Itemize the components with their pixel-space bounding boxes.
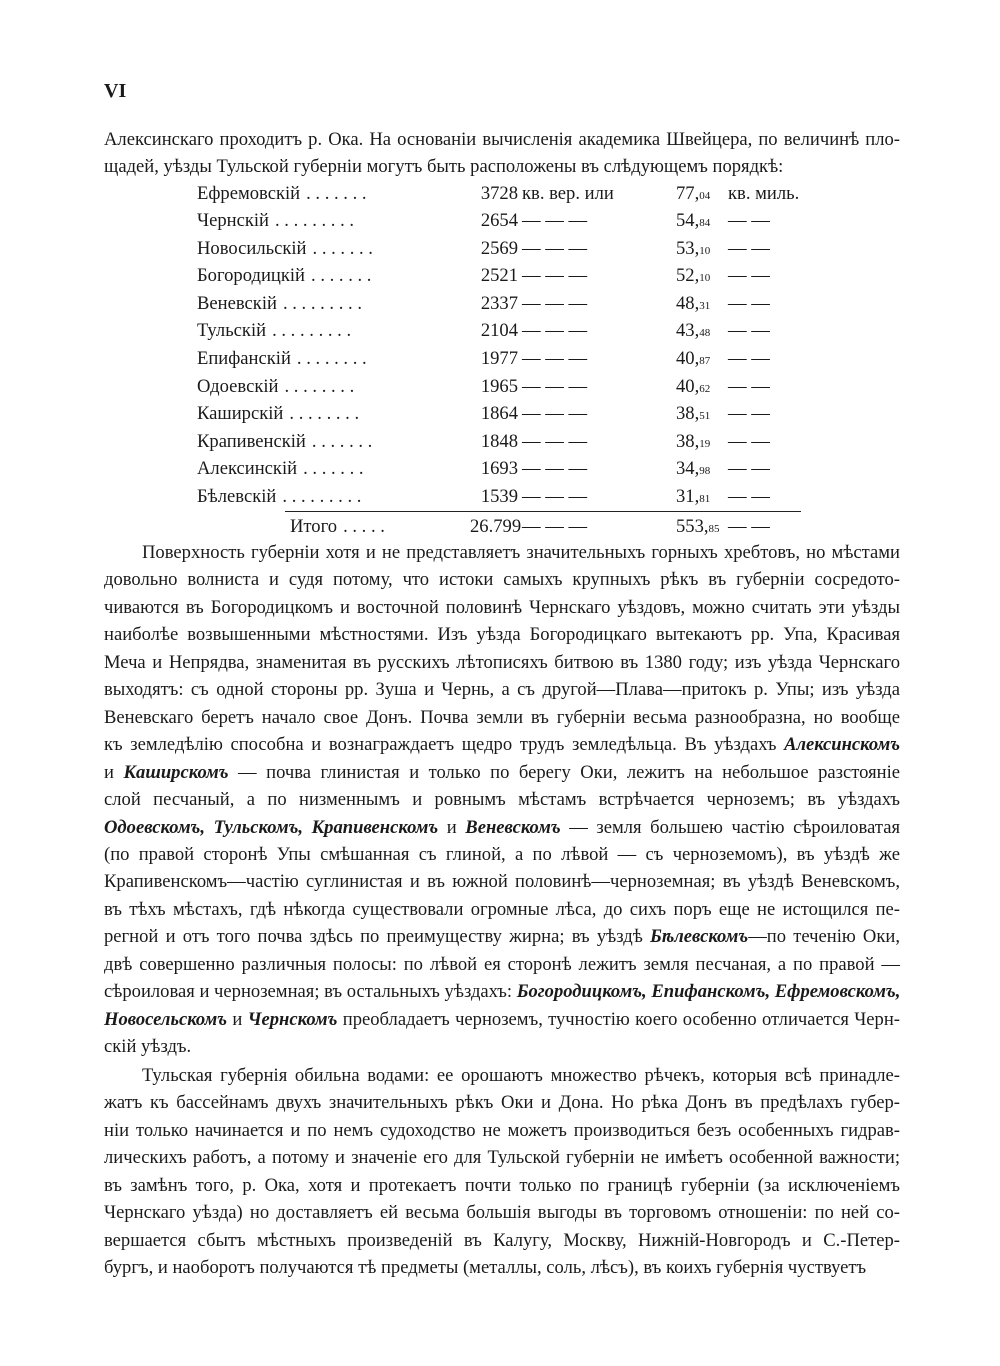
text-line [104,1008,900,1032]
district-name: Епифанскій [197,348,291,369]
miles-int: 53, [676,238,700,259]
district-label [197,209,462,233]
area-miles [676,402,710,428]
italic-name: Одоевскомъ, Тульскомъ, Крапивенскомъ [104,816,439,838]
text-segment: двѣ совершенно различныя полосы: по лѣвой ея сторонѣ лежитъ земля песчаная, а по правой — [104,953,900,975]
unit-miles: — — [728,210,770,231]
text-segment: Чернскаго уѣзда) но доставляетъ ей весьма большія выгоды въ торговомъ отношеніи: по ней со- [104,1202,900,1224]
unit-miles: — — [728,293,770,314]
miles-dec: 87 [699,355,711,367]
area-miles [676,347,710,373]
district-name: Тульскій [197,320,267,341]
district-label [197,430,462,454]
area-versts: 2654 [480,210,518,231]
miles-dec: 10 [699,272,711,284]
table-row [0,430,1000,454]
district-label [197,375,462,399]
district-label [197,182,462,206]
text-line [104,925,900,949]
leader-dots: . . . . . . . . [289,403,360,424]
text-segment: — земля большею частію сѣроиловатая [560,816,900,838]
area-miles [676,319,710,345]
district-name: Крапивенскій [197,431,306,452]
text-line [104,953,900,977]
text-line [104,623,900,647]
leader-dots: . . . . . . . [303,458,364,479]
table-row [0,375,1000,399]
table-row [0,292,1000,316]
text-segment: выходятъ: съ одной стороны рр. Зуша и Чернь, а съ другой—Плава—притокъ р. Упы; изъ уѣзда [104,679,900,701]
text-segment: жатъ къ бассейнамъ двухъ значительныхъ рѣкъ Оки и Дона. Но рѣка Донъ въ предѣлахъ губер- [104,1092,900,1114]
text-segment: довольно волниста и судя потому, что истоки самыхъ крупныхъ рѣкъ въ губерніи сосредото- [104,569,900,591]
unit-miles: кв. миль. [728,183,800,204]
unit-miles: — — [728,238,770,259]
table-row [0,319,1000,343]
district-name: Веневскій [197,293,277,314]
text-line: Алексинскаго проходитъ р. Ока. На основаніи вычисленія академика Швейцера, по величинѣ пло- [104,129,900,150]
leader-dots: . . . . . [343,516,385,537]
unit-versts: — — — [522,293,588,314]
area-miles [676,264,710,290]
district-name: Алексинскій [197,458,298,479]
leader-dots: . . . . . . . [312,238,373,259]
text-segment: преобладаетъ черноземъ, тучностію коего особенно отличается Черн- [337,1008,900,1030]
area-versts: 1965 [480,376,518,397]
text-line [104,843,900,867]
text-line [104,706,900,730]
italic-name: Бѣлевскомъ [650,926,749,948]
text-line [104,1119,900,1143]
text-segment: Поверхность губерніи хотя и не представляетъ значительныхъ горныхъ хребтовъ, но мѣстами [142,542,900,563]
unit-miles: — — [728,403,770,424]
miles-dec: 19 [699,438,711,450]
district-label [197,264,462,288]
text-segment: Крапивенскомъ—частію суглинистая и въ южной половинѣ—черноземная; въ уѣздѣ Веневскомъ, [104,871,900,893]
district-label [197,402,462,426]
district-name: Ефремовскій [197,183,301,204]
area-miles [676,515,720,541]
miles-int: 40, [676,376,700,397]
miles-int: 553, [676,516,709,537]
text-line [142,541,900,565]
miles-dec: 84 [699,217,711,229]
district-name: Каширскій [197,403,284,424]
miles-int: 34, [676,458,700,479]
italic-name: Чернскомъ [247,1008,338,1030]
miles-int: 31, [676,486,700,507]
text-segment: чиваются въ Богородицкомъ и восточной половинѣ Чернскаго уѣздовъ, можно считать эти уѣзды [104,596,900,618]
table-row [0,182,1000,206]
unit-miles: — — [728,320,770,341]
area-versts: 3728 [480,183,518,204]
text-segment: Веневскаго беретъ начало свое Донъ. Почва земли въ губерніи весьма разнообразна, но вообще [104,706,900,728]
text-line [104,651,900,675]
table-row [0,402,1000,426]
unit-versts: кв. вер. или [522,183,614,204]
district-name: Одоевскій [197,376,279,397]
text-line [104,1091,900,1115]
leader-dots: . . . . . . . [311,265,372,286]
unit-miles: — — [728,486,770,507]
table-row [0,237,1000,261]
leader-dots: . . . . . . . . [296,348,367,369]
miles-int: 48, [676,293,700,314]
text-line [104,1146,900,1170]
leader-dots: . . . . . . . [311,431,373,452]
miles-dec: 98 [699,465,711,477]
unit-miles: — — [728,265,770,286]
text-segment: и [227,1008,248,1030]
italic-name: Каширскомъ [123,761,229,783]
table-row [0,264,1000,288]
text-segment: ніи только начинается и по немъ судоходство не можетъ производиться безъ особенныхъ гидрав- [104,1119,900,1141]
area-versts: 26.799 [470,516,522,537]
area-versts: 1848 [480,431,518,452]
district-label [290,515,462,539]
unit-versts: — — — [522,238,588,259]
area-miles [676,182,710,208]
text-line [142,1064,900,1088]
page-number: VI [104,80,127,102]
unit-versts: — — — [522,458,588,479]
text-segment: къ земледѣлію способна и вознаграждаетъ щедро трудъ земледѣльца. Въ уѣздахъ [104,734,785,756]
miles-dec: 31 [699,300,711,312]
text-segment: регной и отъ того почва здѣсь по преимуществу жирна; въ уѣздѣ [104,926,651,948]
italic-name: Новосельскомъ [104,1008,228,1030]
miles-int: 52, [676,265,700,286]
area-versts: 1693 [480,458,518,479]
miles-dec: 62 [699,383,711,395]
italic-name: Веневскомъ [465,816,561,838]
text-line [104,596,900,620]
text-segment: (по правой сторонѣ Упы смѣшанная съ глиной, а по лѣвой — съ черноземомъ), въ уѣздѣ же [104,843,900,865]
miles-int: 40, [676,348,700,369]
text-line [104,761,900,785]
text-line [104,898,900,922]
text-segment: въ замѣнъ того, р. Ока, хотя и протекаетъ почти только по границѣ губерніи (за исключеніемъ [104,1174,900,1196]
unit-versts: — — — [522,376,588,397]
text-line [104,1229,900,1253]
unit-versts: — — — [522,265,588,286]
text-segment: скій уѣздъ. [104,1036,192,1058]
text-segment: наиболѣе возвышенными мѣстностями. Изъ уѣзда Богородицкаго вытекаютъ рр. Упа, Красивая [104,624,900,646]
leader-dots: . . . . . . . . . [275,210,355,231]
unit-versts: — — — [522,320,588,341]
text-line [104,678,900,702]
text-segment: сѣроиловая и черноземная; въ остальныхъ уѣздахъ: [104,981,517,1003]
text-line [104,870,900,894]
leader-dots: . . . . . . . . . [282,293,362,314]
text-line [104,1174,900,1198]
miles-dec: 04 [699,190,711,202]
miles-int: 77, [676,183,700,204]
miles-int: 38, [676,431,700,452]
leader-dots: . . . . . . . . [284,376,355,397]
area-miles [676,485,710,511]
area-miles [676,430,710,456]
table-row [0,209,1000,233]
area-versts: 2104 [480,320,518,341]
text-segment: Меча и Непрядва, знаменитая въ русскихъ лѣтописяхъ битвою въ 1380 году; изъ уѣзда Чернскаго [104,651,900,673]
unit-miles: — — [728,376,770,397]
text-line [104,733,900,757]
text-line [104,980,900,1004]
unit-versts: — — — [522,210,588,231]
text-line [104,816,900,840]
text-segment: — почва глинистая и только по берегу Оки, лежитъ на небольшое разстояніе [228,761,900,783]
italic-name: Алексинскомъ [784,734,900,756]
unit-versts: — — — [522,516,588,537]
text-line [104,1035,900,1059]
miles-int: 54, [676,210,700,231]
unit-versts: — — — [522,486,588,507]
district-name: Бѣлевскій [197,486,277,507]
leader-dots: . . . . . . . . . [272,320,352,341]
area-versts: 2569 [480,238,518,259]
table-row [0,457,1000,481]
table-row [0,347,1000,371]
unit-miles: — — [728,348,770,369]
district-name: Итого [290,516,338,537]
table-row [0,485,1000,509]
text-segment: бургъ, и наоборотъ получаются тѣ предметы (металлы, соль, лѣсъ), въ коихъ губернія чуствуетъ [104,1257,867,1279]
unit-miles: — — [728,431,770,452]
miles-dec: 85 [708,523,720,535]
unit-versts: — — — [522,403,588,424]
miles-dec: 48 [699,327,711,339]
area-miles [676,292,710,318]
area-miles [676,375,710,401]
area-versts: 1977 [480,348,518,369]
leader-dots: . . . . . . . [306,183,367,204]
text-segment: вершается сбытъ мѣстныхъ произведеній въ Калугу, Москву, Нижній-Новгородъ и С.-Петер- [104,1229,900,1251]
area-versts: 2337 [480,293,518,314]
miles-dec: 51 [699,410,711,422]
text-line: щадей, уѣзды Тульской губерніи могутъ быть расположены въ слѣдующемъ порядкѣ: [104,156,784,177]
miles-int: 43, [676,320,700,341]
unit-miles: — — [728,458,770,479]
district-label [197,237,462,261]
text-segment: и [104,761,124,783]
area-versts: 1539 [480,486,518,507]
table-row [0,515,1000,539]
district-label [197,292,462,316]
district-name: Богородицкій [197,265,306,286]
district-label [197,457,462,481]
text-segment: лическихъ работъ, а потому и значеніе его для Тульской губерніи не имѣетъ особенной важности; [104,1147,900,1169]
text-segment: въ тѣхъ мѣстахъ, гдѣ нѣкогда существовали огромные лѣса, до сихъ поръ еще не истощился пе- [104,898,900,920]
district-label [197,319,462,343]
area-versts: 1864 [480,403,518,424]
district-label [197,485,462,509]
miles-dec: 81 [699,493,711,505]
miles-dec: 10 [699,245,711,257]
area-miles [676,457,710,483]
unit-versts: — — — [522,348,588,369]
text-segment: —по теченію Оки, [748,926,900,948]
text-line [104,568,900,592]
area-versts: 2521 [480,265,518,286]
italic-name: Богородицкомъ, Епифанскомъ, Ефремовскомъ, [516,981,901,1003]
text-line [104,788,900,812]
leader-dots: . . . . . . . . . [282,486,362,507]
unit-versts: — — — [522,431,588,452]
unit-miles: — — [728,516,770,537]
total-rule [285,511,801,512]
area-miles [676,237,710,263]
district-name: Чернскій [197,210,269,231]
text-segment: Тульская губернія обильна водами: ее орошаютъ множество рѣчекъ, которыя всѣ принадле- [142,1065,900,1086]
district-name: Новосильскій [197,238,307,259]
district-label [197,347,462,371]
text-line [104,1201,900,1225]
text-line [104,1256,900,1280]
area-miles [676,209,710,235]
text-segment: слой песчаный, а по низменнымъ и ровнымъ мѣстамъ встрѣчается черноземъ; въ уѣздахъ [104,789,900,811]
text-segment: и [438,816,466,838]
miles-int: 38, [676,403,700,424]
